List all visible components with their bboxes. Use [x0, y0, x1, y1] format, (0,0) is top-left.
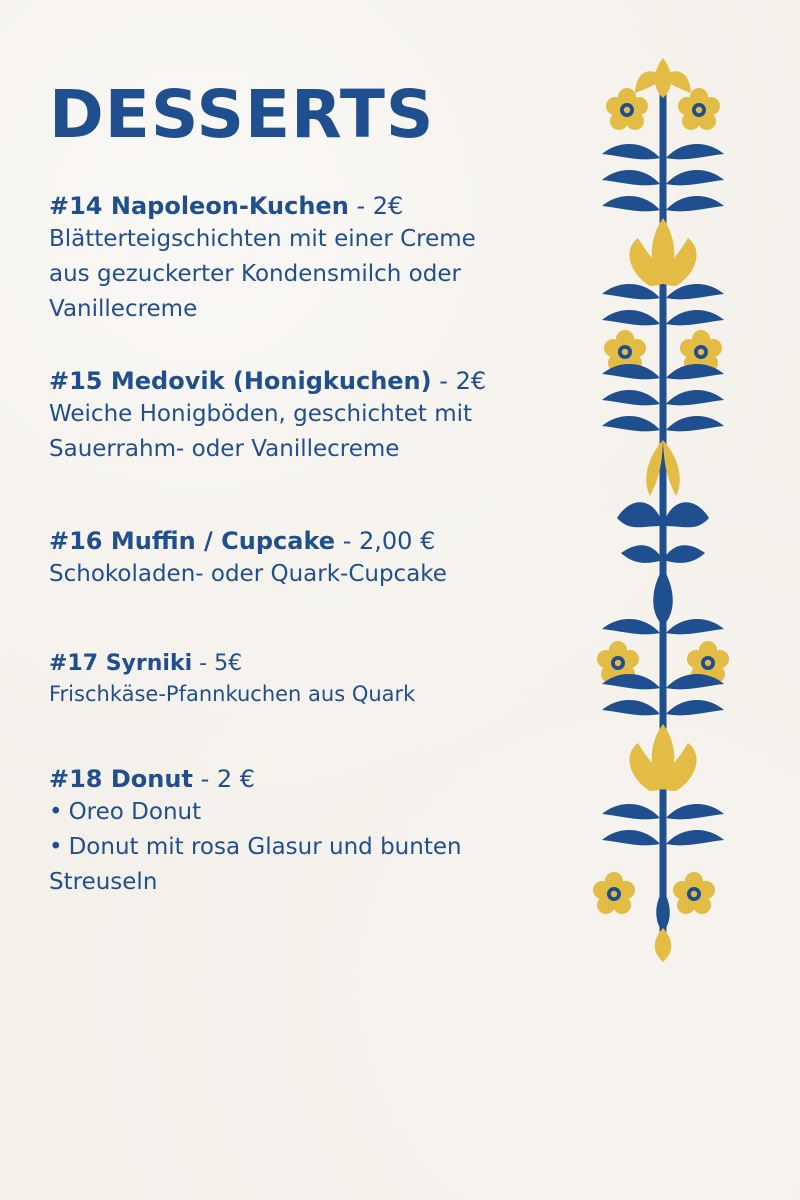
list-item-label: Oreo Donut — [68, 799, 202, 826]
dessert-description-line: Streuseln — [49, 869, 158, 896]
price-separator: - — [439, 367, 448, 395]
dessert-price: 2,00 € — [359, 527, 436, 555]
dessert-description-line: Blätterteigschichten mit einer Creme — [49, 226, 476, 253]
list-item — [49, 830, 569, 865]
dessert-header — [49, 650, 569, 679]
dessert-name: #18 Donut — [49, 765, 193, 793]
page-title: DESSERTS — [49, 76, 435, 153]
dessert-item-14 — [49, 191, 569, 327]
price-separator: - — [356, 192, 366, 220]
dessert-header — [49, 764, 569, 795]
price-separator: - — [199, 651, 208, 676]
dessert-name: #14 Napoleon-Kuchen — [49, 192, 349, 220]
dessert-description-line: Vanillecreme — [49, 296, 198, 323]
bullet-icon: • — [49, 799, 63, 826]
dessert-item-15 — [49, 366, 569, 467]
price-separator: - — [342, 527, 352, 555]
list-item — [49, 795, 569, 830]
dessert-price: 2 € — [216, 765, 256, 793]
dessert-price: 5€ — [214, 651, 243, 676]
donut-options-list — [49, 795, 569, 865]
dessert-description-line: Weiche Honigböden, geschichtet mit — [49, 401, 473, 428]
dessert-item-18 — [49, 764, 569, 900]
dessert-name: #15 Medovik (Honigkuchen) — [49, 367, 432, 395]
dessert-name: #16 Muffin / Cupcake — [49, 527, 336, 555]
dessert-name: #17 Syrniki — [49, 651, 193, 676]
list-item-label: Donut mit rosa Glasur und bunten — [68, 834, 462, 861]
dessert-description-line: Frischkäse-Pfannkuchen aus Quark — [49, 681, 416, 706]
dessert-description-line: aus gezuckerter Kondensmilch oder — [49, 261, 461, 288]
folk-floral-ornament-icon — [592, 48, 734, 964]
dessert-header — [49, 526, 569, 557]
dessert-price: 2€ — [455, 367, 487, 395]
dessert-header — [49, 366, 569, 397]
dessert-item-16 — [49, 526, 569, 592]
bullet-icon: • — [49, 834, 63, 861]
dessert-price: 2€ — [372, 192, 404, 220]
dessert-description-line: Sauerrahm- oder Vanillecreme — [49, 436, 400, 463]
dessert-item-17 — [49, 650, 569, 709]
dessert-header — [49, 191, 569, 222]
price-separator: - — [200, 765, 210, 793]
dessert-description-line: Schokoladen- oder Quark-Cupcake — [49, 561, 447, 588]
